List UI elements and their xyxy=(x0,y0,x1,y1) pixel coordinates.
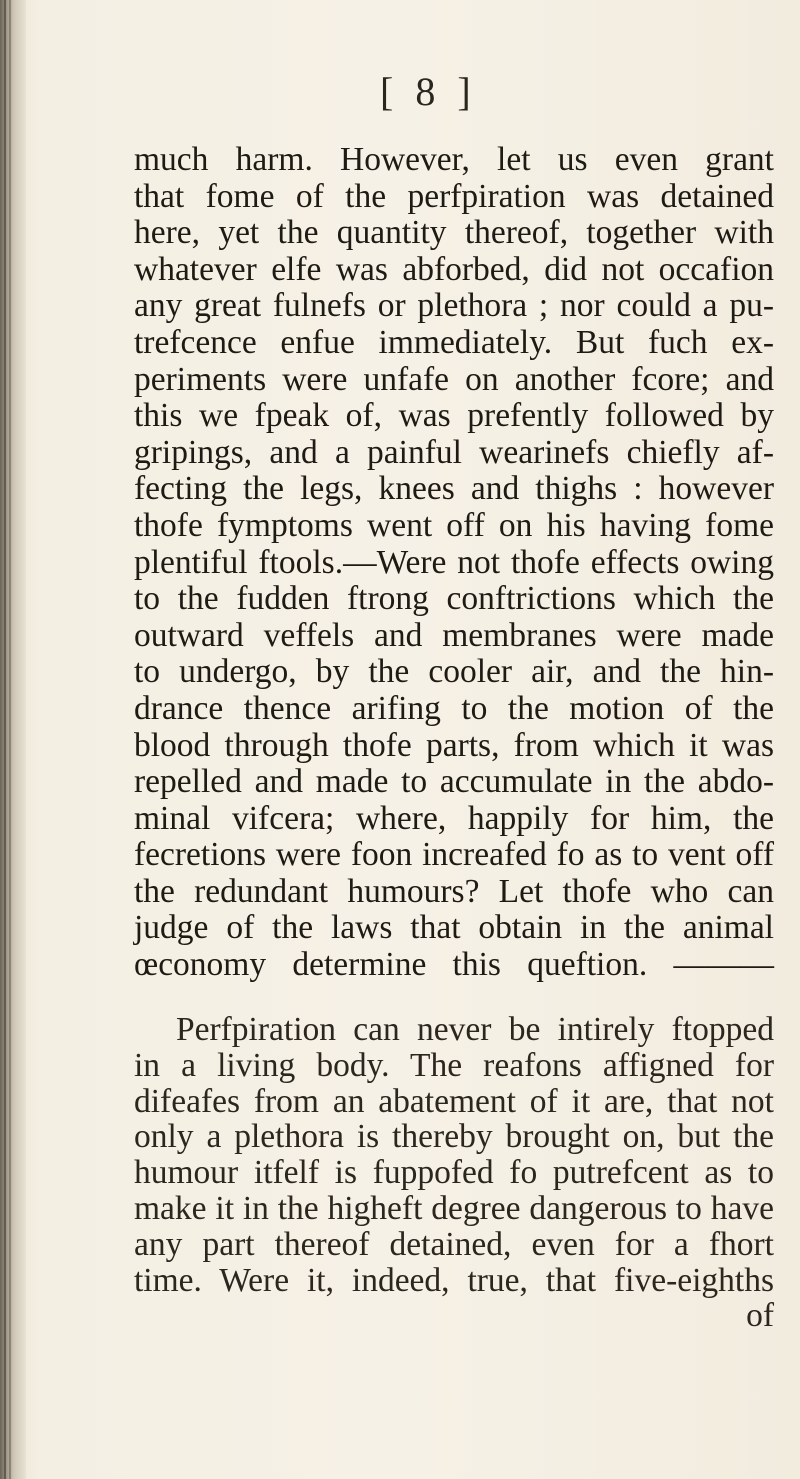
text-line: any part thereof detained, even for a fhort xyxy=(134,1225,774,1263)
text-line: judge of the laws that obtain in the animal xyxy=(134,909,774,947)
paragraph-1 xyxy=(134,142,774,984)
text-line: fecretions were foon increafed fo as to vent off xyxy=(134,836,774,874)
text-line: thofe fymptoms went off on his having fome xyxy=(134,506,774,544)
page-number: [ 8 ] xyxy=(380,69,477,114)
text-line: this we fpeak of, was prefently followed by xyxy=(134,397,774,435)
text-line: here, yet the quantity thereof, together with xyxy=(134,214,774,252)
spine-line xyxy=(4,0,6,1479)
text-line: the redundant humours? Let thofe who can xyxy=(134,872,774,910)
text-line: in a living body. The reafons affigned for xyxy=(134,1046,774,1084)
text-line: plentiful ftools.—Were not thofe effects owing xyxy=(134,543,774,581)
book-spine-shadow xyxy=(0,0,26,1479)
text-line: blood through thofe parts, from which it was xyxy=(134,726,774,764)
text-line: time. Were it, indeed, true, that five-eighths xyxy=(134,1261,774,1299)
text-line: gripings, and a painful wearinefs chiefly af- xyxy=(134,433,774,471)
text-line: trefcence enfue immediately. But fuch ex- xyxy=(134,323,774,361)
spine-line xyxy=(9,0,11,1479)
text-line: make it in the higheft degree dangerous to have xyxy=(134,1189,774,1227)
catchword: of xyxy=(746,1297,774,1335)
text-line: difeafes from an abatement of it are, that not xyxy=(134,1082,774,1120)
text-line: whatever elfe was abforbed, did not occafion xyxy=(134,250,774,288)
text-line: minal vifcera; where, happily for him, the xyxy=(134,799,774,837)
text-line: fecting the legs, knees and thighs : however xyxy=(134,470,774,508)
text-line: repelled and made to accumulate in the abdo- xyxy=(134,763,774,801)
text-line: to undergo, by the cooler air, and the hin- xyxy=(134,653,774,691)
text-line: much harm. However, let us even grant xyxy=(134,141,774,178)
text-line: only a plethora is thereby brought on, but the xyxy=(134,1118,774,1156)
text-line: drance thence arifing to the motion of the xyxy=(134,689,774,727)
text-line: periments were unfafe on another fcore; and xyxy=(134,360,774,398)
text-line: that fome of the perfpiration was detained xyxy=(134,177,774,215)
text-line: outward veffels and membranes were made xyxy=(134,616,774,654)
text-line: any great fulnefs or plethora ; nor could a pu- xyxy=(134,287,774,325)
text-line: to the fudden ftrong conftrictions which the xyxy=(134,580,774,618)
text-line: œconomy determine this queftion. ——— xyxy=(134,946,774,984)
text-line: humour itfelf is fuppofed fo putrefcent as to xyxy=(134,1154,774,1192)
text-line: Perfpiration can never be intirely ftopped xyxy=(176,1011,774,1048)
paragraph-2 xyxy=(134,1012,774,1334)
